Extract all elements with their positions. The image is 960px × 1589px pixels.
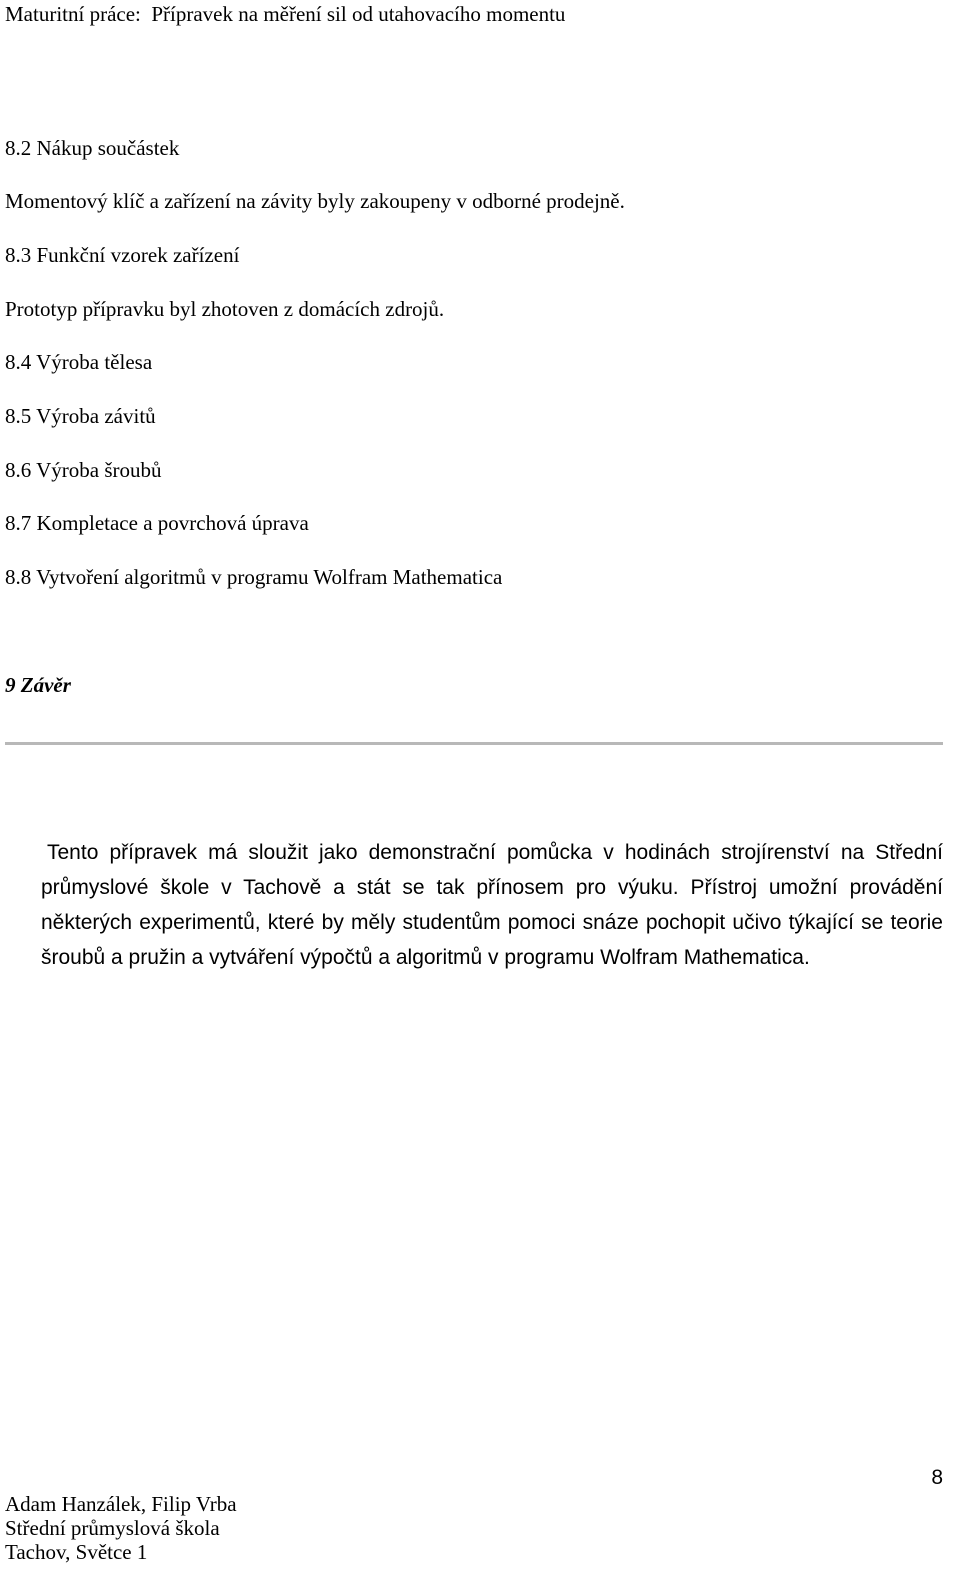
section-8-3-text: Prototyp přípravku byl zhotoven z domácích zdrojů. bbox=[5, 297, 445, 321]
chapter-9-heading: 9 Závěr bbox=[5, 673, 71, 697]
section-8-7-heading: 8.7 Kompletace a povrchová úprava bbox=[5, 511, 309, 535]
document-header-title: Maturitní práce: Přípravek na měření sil od utahovacího momentu bbox=[5, 2, 566, 26]
section-8-4-heading: 8.4 Výroba tělesa bbox=[5, 350, 153, 374]
footer-address: Tachov, Světce 1 bbox=[5, 1540, 148, 1564]
footer bbox=[5, 1492, 237, 1564]
heading-divider bbox=[5, 742, 943, 745]
page-number: 8 bbox=[931, 1466, 943, 1489]
section-8-2-text: Momentový klíč a zařízení na závity byly zakoupeny v odborné prodejně. bbox=[5, 189, 625, 213]
section-8-8-heading: 8.8 Vytvoření algoritmů v programu Wolfram Mathematica bbox=[5, 565, 503, 589]
conclusion-paragraph: Tento přípravek má sloužit jako demonstrační pomůcka v hodinách strojírenství na Střední průmyslové škole v Tachově a stát se tak přínosem pro výuku. Přístroj umožní provádění některých experimentů, které by měly studentům pomoci snáze pochopit učivo týkající se teorie šroubů a pružin a vytváření výpočtů a algoritmů v programu Wolfram Mathematica. bbox=[41, 841, 943, 969]
section-8-6-heading: 8.6 Výroba šroubů bbox=[5, 458, 162, 482]
section-8-3-heading: 8.3 Funkční vzorek zařízení bbox=[5, 243, 240, 267]
footer-school: Střední průmyslová škola bbox=[5, 1516, 220, 1540]
section-8-5-heading: 8.5 Výroba závitů bbox=[5, 404, 156, 428]
section-8-2-heading: 8.2 Nákup součástek bbox=[5, 136, 180, 160]
footer-authors: Adam Hanzálek, Filip Vrba bbox=[5, 1492, 237, 1516]
